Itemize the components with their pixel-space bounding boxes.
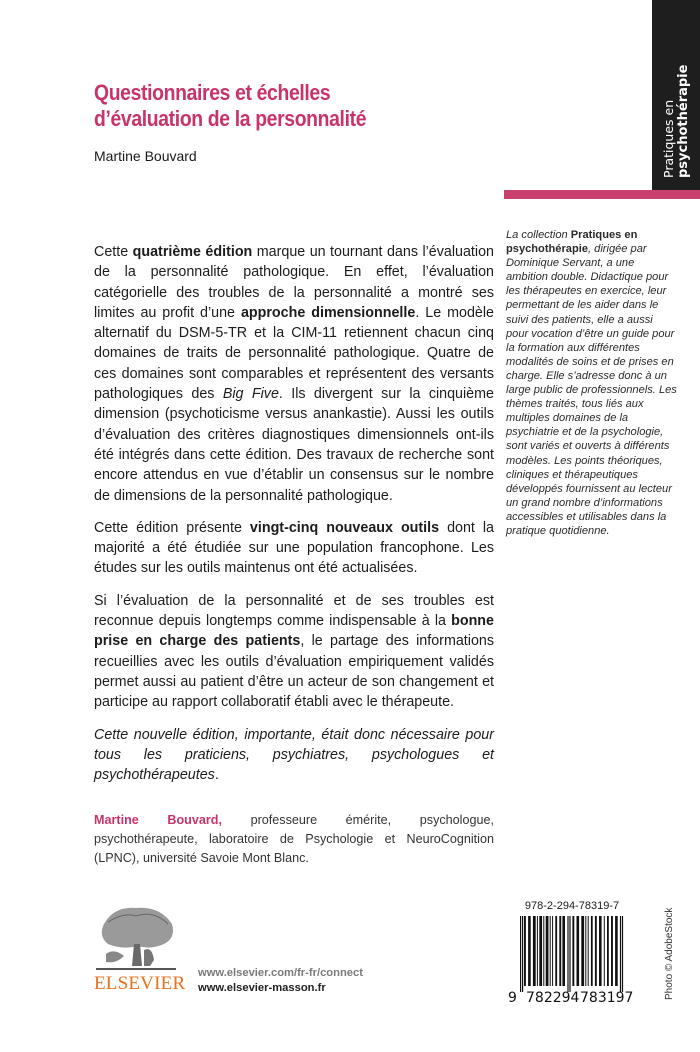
barcode-bar bbox=[611, 916, 613, 986]
author-bio-text: professeure émérite, psychologue, psychothérapeute, laboratoire de Psychologie et NeuroCognition (LPNC), université Savoie Mont Blanc. bbox=[94, 813, 494, 865]
author-bio bbox=[94, 811, 494, 868]
photo-credit bbox=[660, 900, 680, 1000]
barcode-bar bbox=[524, 916, 526, 986]
back-cover-description bbox=[94, 242, 494, 797]
isbn-label: 978-2-294-78319-7 bbox=[524, 900, 620, 912]
book-author: Martine Bouvard bbox=[94, 148, 197, 164]
paragraph-2 bbox=[94, 518, 494, 579]
barcode-bar bbox=[543, 916, 544, 986]
barcode-bar bbox=[607, 916, 609, 986]
publisher-links bbox=[198, 966, 363, 996]
barcode-bar bbox=[539, 916, 542, 986]
text-run: marque un tournant dans l’évaluation de la personnalité pathologique. En effet, l’évaluation catégorielle des troubles de la personnalité a montré ses limites au profit d’une bbox=[94, 244, 494, 321]
barcode-bar bbox=[615, 916, 618, 986]
collection-name bbox=[652, 0, 700, 190]
barcode-bar bbox=[537, 916, 538, 986]
publisher-logo-word: ELSEVIER bbox=[94, 973, 186, 994]
barcode bbox=[506, 916, 646, 1004]
text-run: Si l’évaluation de la personnalité et de ses troubles est reconnue depuis longtemps comme indispensable à la bbox=[94, 592, 494, 630]
text-run: . Ils divergent sur la cinquième dimension (psychoticisme versus anankastie). Aussi les outils d’évaluation des critères diagnostiques dimensionnels ont-ils été intégrés dans cette édition. Des travaux de recherche sont encore attendus en vue d’établir un consensus sur le nombre de dimensions de la personnalité pathologique. bbox=[94, 386, 494, 504]
barcode-bars bbox=[520, 916, 623, 992]
barcode-digit-first: 9 bbox=[508, 990, 517, 1004]
book-title bbox=[94, 80, 404, 132]
barcode-bar bbox=[604, 916, 605, 986]
collection-name-line2: psychothérapie bbox=[676, 64, 691, 178]
text-run: Cette bbox=[94, 244, 133, 260]
barcode-bar bbox=[599, 916, 602, 986]
barcode-bar bbox=[533, 916, 536, 986]
barcode-bar bbox=[572, 916, 574, 986]
barcode-bar bbox=[555, 916, 557, 986]
barcode-bar bbox=[585, 916, 586, 986]
barcode-bar bbox=[559, 916, 561, 986]
paragraph-3 bbox=[94, 591, 494, 713]
barcode-bar bbox=[522, 916, 523, 992]
text-run: , le partage des informations recueillies avec les outils d’évaluation empiriquement validés permet aussi au patient d’être un acteur de son changement et participe au rapport collaboratif établi avec le thérapeute. bbox=[94, 633, 495, 711]
barcode-bar bbox=[567, 916, 568, 992]
barcode-bar bbox=[595, 916, 597, 986]
collection-blurb bbox=[506, 228, 678, 538]
barcode-bar bbox=[552, 916, 553, 986]
text-run: La collection bbox=[506, 229, 571, 241]
publisher-url-1[interactable]: www.elsevier.com/fr-fr/connect bbox=[198, 967, 363, 979]
text-run: bonne prise en charge des patients bbox=[94, 613, 494, 650]
text-run: , dirigée par Dominique Servant, a une ambition double. Didactique pour les thérapeutes en exercice, leur permettant de les aider dans le suivi des patients, elle a aussi pour vocation d’être un guide pour la formation aux différentes modalités de soins et de prises en charge. Elle s’adresse donc à un large public de professionnels. Les thèmes traités, tous liés aux multiples domaines de la psychiatrie et de la psychologie, sont variés et ouverts à différents modèles. Les points théoriques, cliniques et thérapeutiques développés fournissent au lecteur un grand nombre d’informations accessibles et utilisables dans la pratique quotidienne. bbox=[506, 243, 677, 537]
text-run: Big Five bbox=[222, 386, 279, 403]
text-run: Cette nouvelle édition, importante, était donc nécessaire pour tous les praticiens, psychiatres, psychologues et psychothérapeutes bbox=[94, 726, 494, 784]
author-bio-name: Martine Bouvard, bbox=[94, 813, 222, 827]
publisher-url-2[interactable]: www.elsevier-masson.fr bbox=[198, 982, 326, 994]
text-run: Pratiques en psychothérapie bbox=[506, 229, 638, 256]
text-run: dont la majorité a été étudiée sur une population francophone. Les études sur les outils maintenus ont été actualisées. bbox=[94, 519, 495, 577]
barcode-bar bbox=[581, 916, 584, 986]
text-run: quatrième édition bbox=[132, 244, 253, 260]
barcode-bar bbox=[528, 916, 531, 986]
text-run: . Le modèle alternatif du DSM-5-TR et la CIM-11 retiennent chacun cinq domaines de traits de personnalité pathologique. Quatre de ces domaines sont comparables et représentent des versants pathologiques des bbox=[94, 304, 494, 403]
barcode-bar bbox=[588, 916, 589, 986]
barcode-bar bbox=[577, 916, 580, 986]
collection-sidebar bbox=[652, 0, 700, 190]
paragraph-1 bbox=[94, 242, 494, 506]
barcode-bar bbox=[620, 916, 621, 992]
book-title-line2: d’évaluation de la personnalité bbox=[94, 106, 367, 131]
barcode-bar bbox=[569, 916, 570, 992]
barcode-bar bbox=[546, 916, 549, 986]
barcode-bar bbox=[562, 916, 565, 986]
collection-name-line1: Pratiques en bbox=[661, 99, 676, 178]
accent-rule bbox=[504, 190, 700, 199]
book-title-line1: Questionnaires et échelles bbox=[94, 80, 331, 105]
paragraph-4 bbox=[94, 725, 494, 786]
barcode-bar bbox=[520, 916, 521, 992]
text-run: . bbox=[214, 767, 219, 784]
text-run: vingt-cinq nouveaux outils bbox=[249, 519, 440, 536]
barcode-bar bbox=[622, 916, 623, 992]
barcode-bar bbox=[550, 916, 551, 986]
barcode-digits-group2: 783197 bbox=[580, 990, 634, 1004]
text-run: approche dimensionnelle bbox=[240, 304, 416, 321]
barcode-digits-group1: 782294 bbox=[526, 990, 580, 1004]
text-run: Cette édition présente bbox=[94, 519, 250, 536]
barcode-bar bbox=[591, 916, 593, 986]
photo-credit-text: Photo © AdobeStock bbox=[664, 907, 675, 1000]
